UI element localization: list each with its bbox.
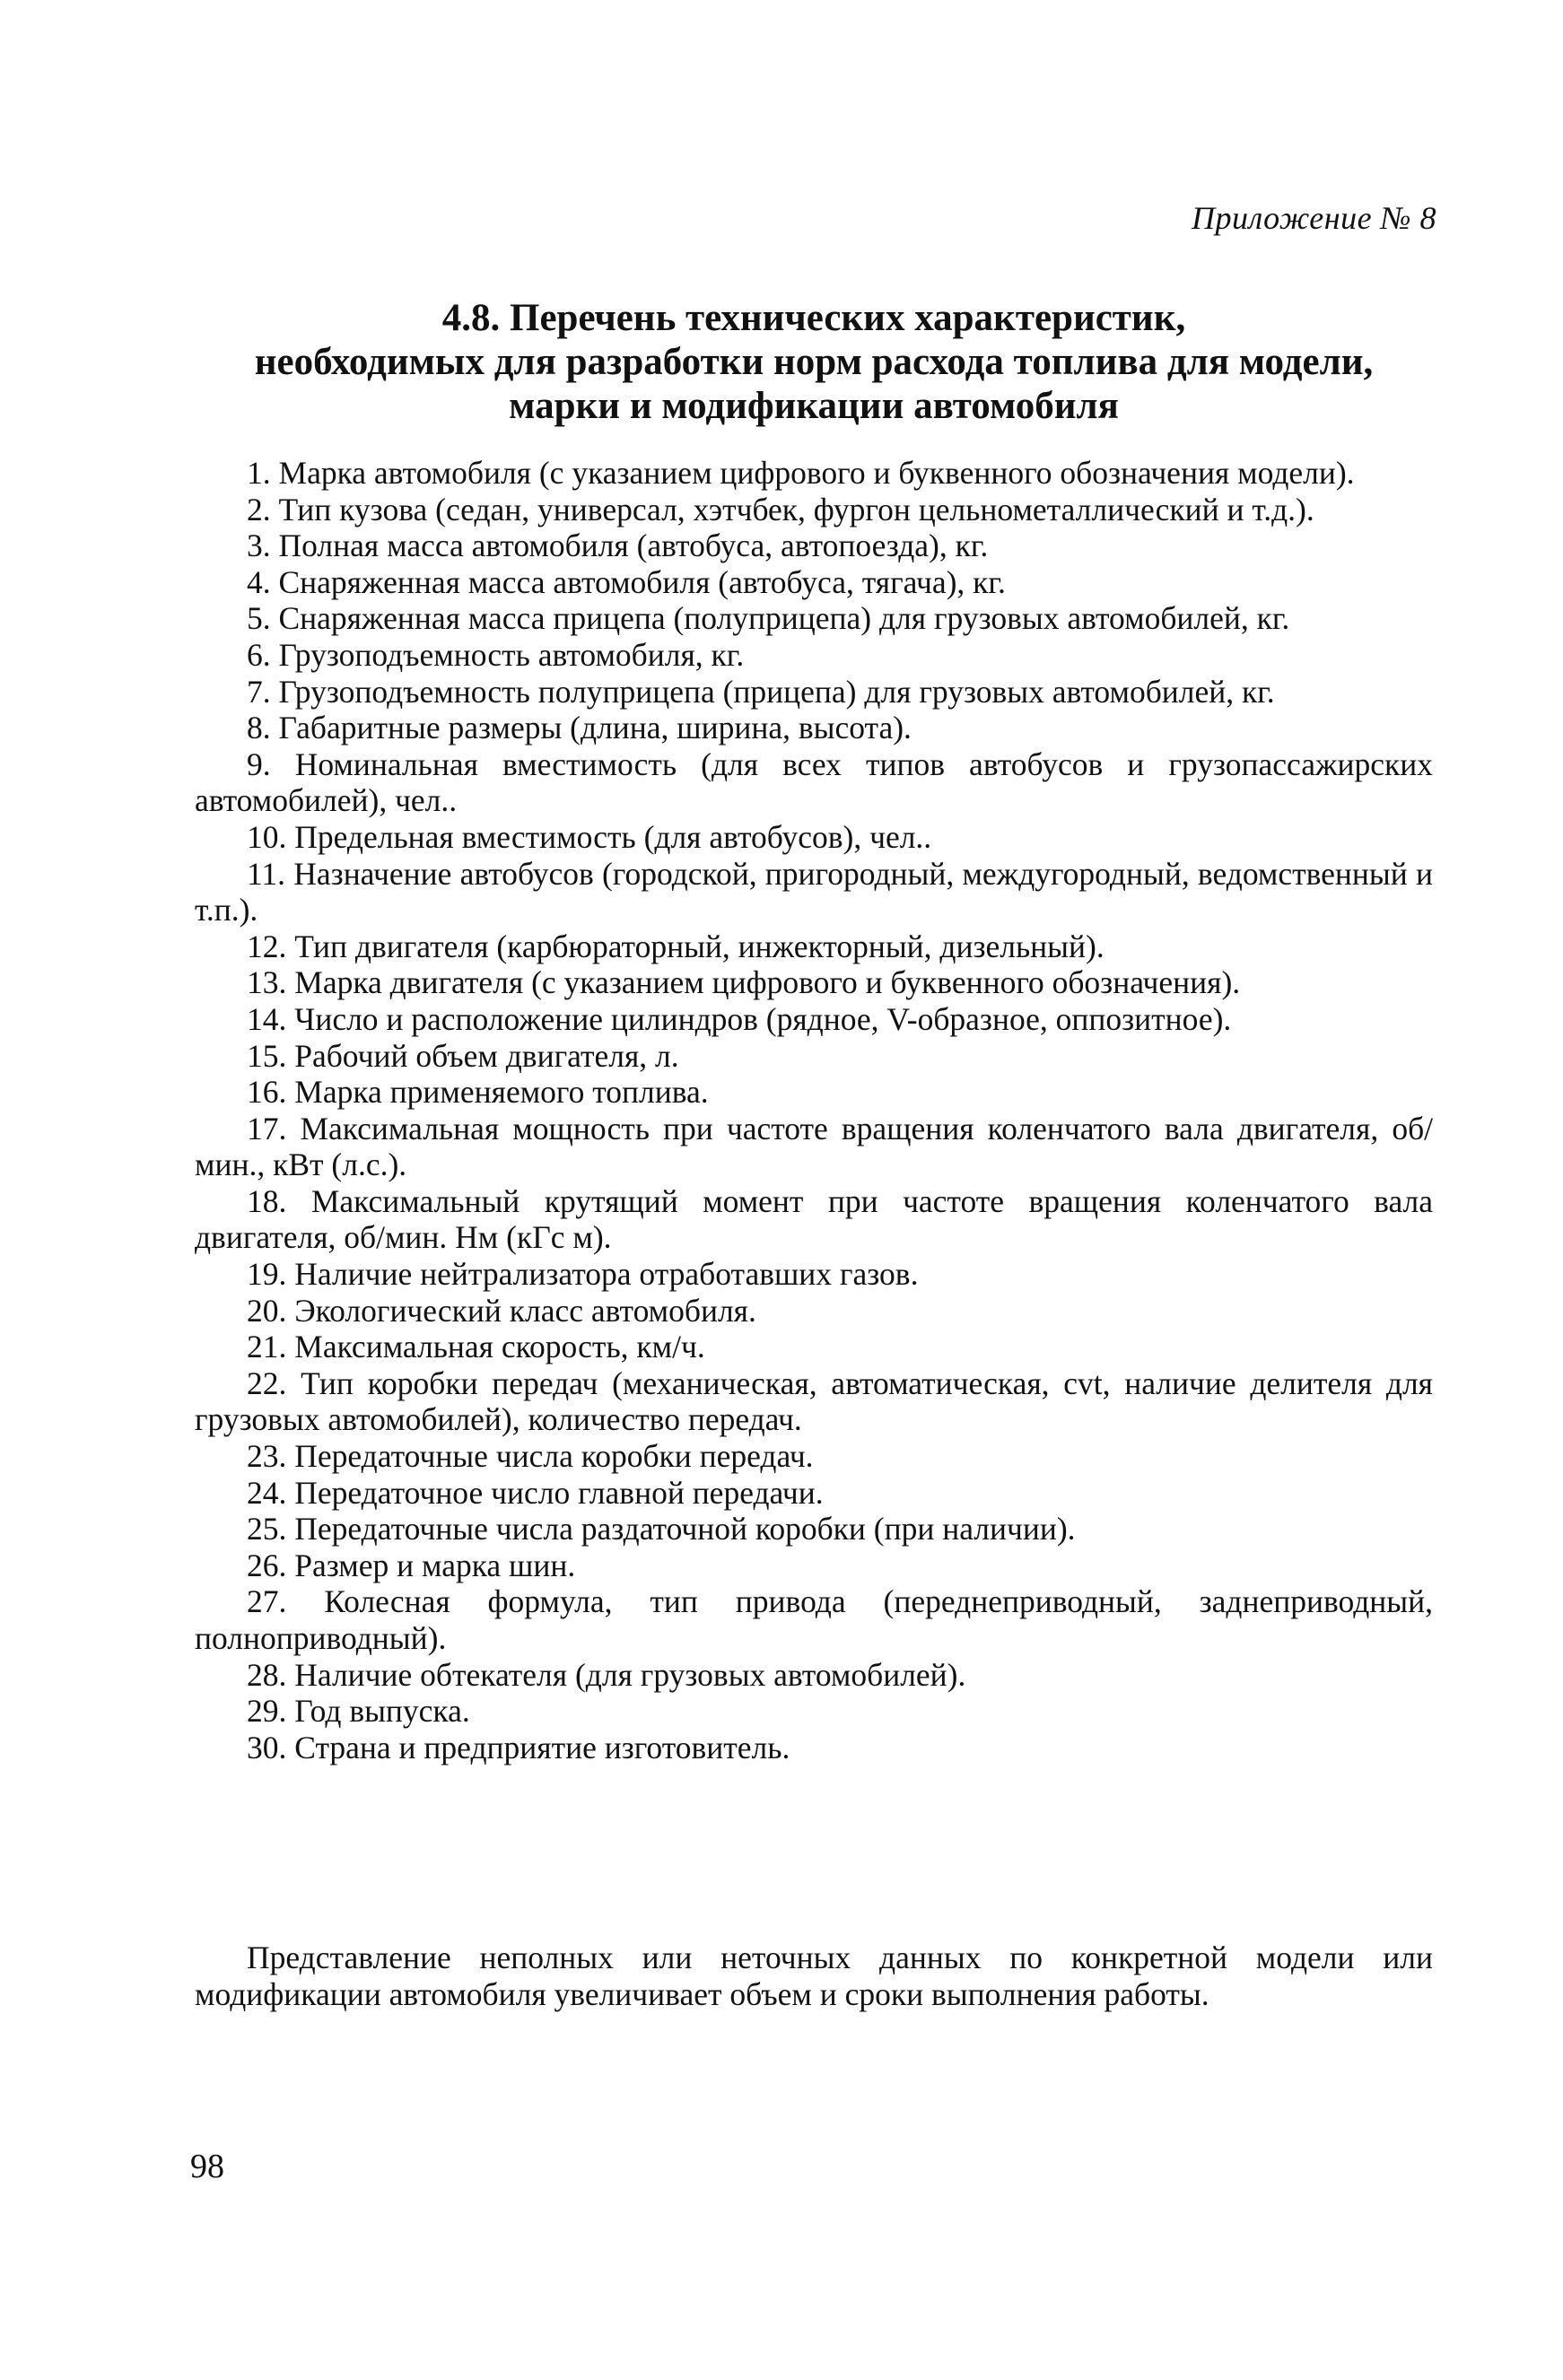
list-item: 20. Экологический класс автомобиля.	[247, 1292, 756, 1329]
section-title-line: 4.8. Перечень технических характеристик,	[441, 297, 1186, 339]
list-item: 19. Наличие нейтрализатора отработавших газов.	[247, 1256, 919, 1293]
closing-note: Представление неполных или неточных данных по конкретной модели или модификации автомобиля увеличивает объем и сроки выполнения работы.	[195, 1940, 1433, 2012]
list-item: 10. Предельная вместимость (для автобусов), чел..	[247, 818, 932, 855]
list-item: 3. Полная масса автомобиля (автобуса, автопоезда), кг.	[247, 527, 989, 564]
list-item: 30. Страна и предприятие изготовитель.	[247, 1729, 790, 1765]
list-item: 1. Марка автомобиля (с указанием цифрового и буквенного обозначения модели).	[247, 455, 1355, 491]
list-item: 29. Год выпуска.	[247, 1693, 470, 1730]
list-item: 14. Число и расположение цилиндров (рядное, V-образное, оппозитное).	[247, 1000, 1232, 1037]
characteristics-list	[195, 455, 1433, 1765]
list-item: 18. Максимальный крутящий момент при частоте вращения коленчатого вала двигателя, об/мин. Нм (кГс м).	[195, 1182, 1433, 1256]
list-item: 22. Тип коробки передач (механическая, автоматическая, cvt, наличие делителя для грузовых автомобилей), количество передач.	[195, 1364, 1433, 1438]
list-item: 7. Грузоподъемность полуприцепа (прицепа) для грузовых автомобилей, кг.	[247, 673, 1275, 710]
list-item: 16. Марка применяемого топлива.	[247, 1074, 709, 1111]
list-item: 27. Колесная формула, тип привода (переднеприводный, заднеприводный, полноприводный).	[195, 1583, 1433, 1656]
list-item: 26. Размер и марка шин.	[247, 1547, 576, 1583]
list-item: 17. Максимальная мощность при частоте вращения коленчатого вала двигателя, об/мин., кВт (л.с.).	[195, 1110, 1433, 1183]
section-title	[195, 296, 1433, 428]
list-item: 21. Максимальная скорость, км/ч.	[247, 1329, 705, 1365]
list-item: 23. Передаточные числа коробки передач.	[247, 1438, 814, 1475]
list-item: 24. Передаточное число главной передачи.	[247, 1474, 824, 1511]
list-item: 9. Номинальная вместимость (для всех типов автобусов и грузопассажирских автомобилей), чел..	[195, 745, 1433, 819]
list-item: 11. Назначение автобусов (городской, пригородный, междугородный, ведомственный и т.п.).	[195, 855, 1433, 928]
list-item: 5. Снаряженная масса прицепа (полуприцепа) для грузовых автомобилей, кг.	[247, 600, 1290, 637]
page-number: 98	[190, 2148, 224, 2185]
appendix-label: Приложение № 8	[1191, 200, 1436, 236]
section-title-line: необходимых для разработки норм расхода топлива для модели,	[254, 341, 1374, 383]
list-item: 25. Передаточные числа раздаточной коробки (при наличии).	[247, 1511, 1076, 1547]
list-item: 4. Снаряженная масса автомобиля (автобуса, тягача), кг.	[247, 563, 1006, 600]
list-item: 12. Тип двигателя (карбюраторный, инжекторный, дизельный).	[247, 928, 1105, 964]
list-item: 13. Марка двигателя (с указанием цифрового и буквенного обозначения).	[247, 964, 1241, 1001]
section-title-line: марки и модификации автомобиля	[509, 385, 1119, 427]
list-item: 2. Тип кузова (седан, универсал, хэтчбек, фургон цельнометаллический и т.д.).	[247, 491, 1314, 527]
list-item: 8. Габаритные размеры (длина, ширина, высота).	[247, 710, 912, 746]
list-item: 28. Наличие обтекателя (для грузовых автомобилей).	[247, 1656, 966, 1693]
list-item: 15. Рабочий объем двигателя, л.	[247, 1037, 679, 1074]
list-item: 6. Грузоподъемность автомобиля, кг.	[247, 636, 745, 673]
